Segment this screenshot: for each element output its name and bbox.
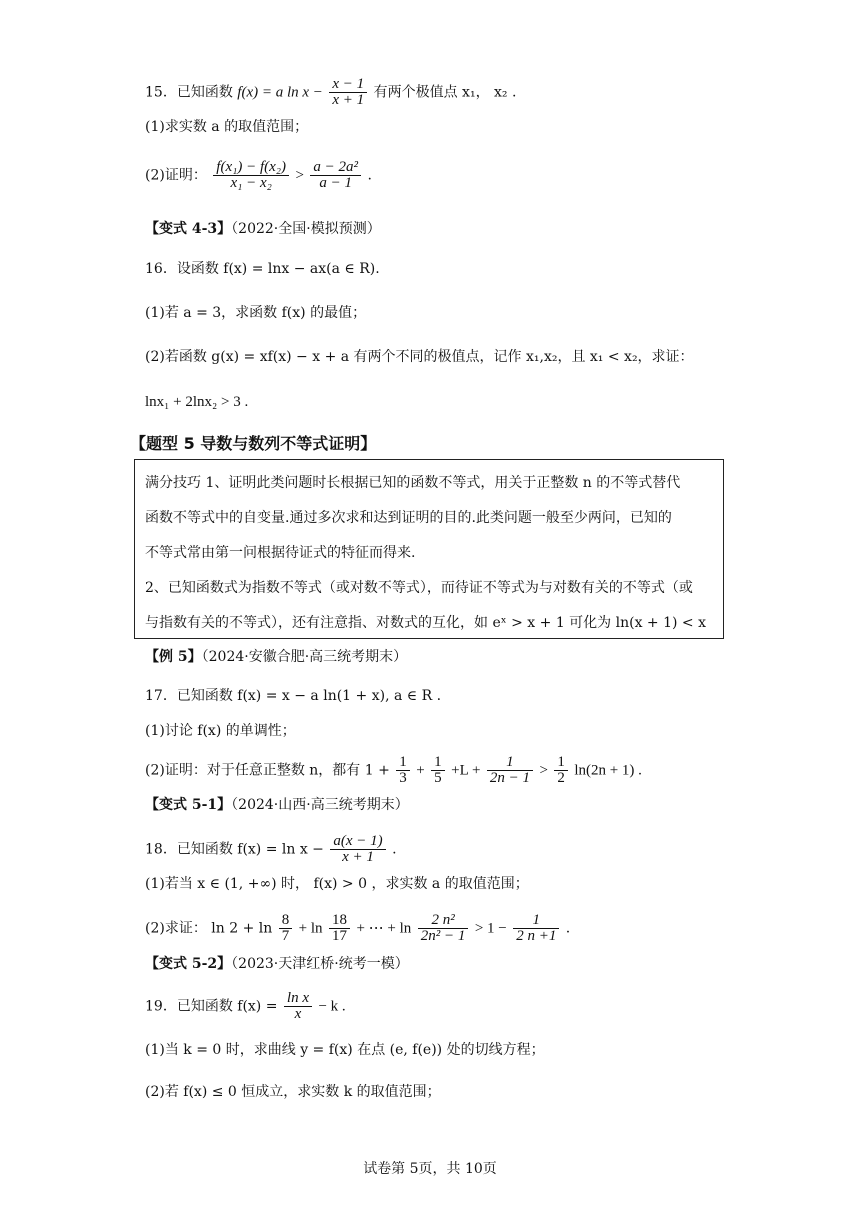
q18-b-num: 18 [329, 913, 350, 929]
q17-f1-den: 3 [399, 770, 407, 786]
q17-gt: > [539, 762, 548, 779]
q17-frac-4 [554, 755, 568, 786]
q19-frac-num: ln x [284, 991, 312, 1007]
q18-end: . [565, 920, 571, 937]
example-5-source: （2024·安徽合肥·高三统考期末） [201, 649, 408, 665]
q15-p2-num: f(x₁) − f(x₂) [213, 160, 289, 176]
q18-c-num: 2 n² [418, 913, 469, 929]
q18-gt: > 1 − [474, 920, 507, 937]
q18-frac-a [279, 913, 293, 944]
q19-stem-text: 19．已知函数 f(x) = [145, 998, 278, 1015]
q17-p2-prefix: (2)证明：对于任意正整数 n，都有 1 + [145, 762, 390, 779]
q18-frac-num: a(x − 1) [330, 834, 385, 850]
variant-5-2 [145, 954, 409, 974]
q17-frac-3 [487, 755, 533, 786]
q18-dots: + ⋯ + ln [356, 920, 412, 937]
q15-part2 [145, 160, 372, 191]
variant-5-2-source: （2023·天津红桥·统考一模） [231, 956, 409, 972]
tip-line-4: 2、已知函数式为指数不等式（或对数不等式），而待证不等式为与对数有关的不等式（或 [145, 580, 693, 596]
variant-4-3 [145, 219, 381, 239]
q15-p2-rden: a − 1 [319, 175, 352, 191]
tip-line-2: 函数不等式中的自变量.通过多次求和达到证明的目的.此类问题一般至少两问，已知的 [145, 510, 672, 526]
q17-f4-num: 1 [554, 755, 568, 771]
q17-f2-num: 1 [431, 755, 445, 771]
q18-fraction [330, 834, 385, 865]
q15-fraction [329, 77, 367, 108]
q16-part2-cont: lnx₁ + 2lnx₂ > 3 . [145, 394, 249, 410]
variant-4-3-tag: 【变式 4-3】 [145, 221, 232, 237]
q17-part1: (1)讨论 f(x) 的单调性； [145, 723, 296, 739]
q18-part2 [145, 913, 570, 944]
q15-frac-num: x − 1 [329, 77, 367, 93]
q15-stem-text: 15．已知函数 [145, 84, 233, 101]
q18-p2-prefix: (2)求证： ln 2 + ln [145, 920, 273, 937]
example-5-tag: 【例 5】 [145, 649, 202, 665]
q15-stem [145, 77, 516, 108]
q17-f3-num: 1 [487, 755, 533, 771]
q18-frac-d [513, 913, 559, 944]
variant-5-1-source: （2024·山西·高三统考期末） [231, 797, 409, 813]
q18-stem-text: 18．已知函数 f(x) = ln x − [145, 841, 324, 858]
page-footer: 试卷第 5页，共 10页 [363, 1161, 497, 1177]
q19-part1: (1)当 k = 0 时，求曲线 y = f(x) 在点 (e, f(e)) 处的切线方程； [145, 1042, 545, 1058]
variant-5-2-tag: 【变式 5-2】 [145, 956, 232, 972]
q17-plus: + [416, 762, 425, 779]
tip-line-1: 满分技巧 1、证明此类问题时长根据已知的函数不等式，用关于正整数 n 的不等式替代 [145, 475, 681, 491]
q19-stem-end: − k . [318, 998, 346, 1015]
q19-part2: (2)若 f(x) ≤ 0 恒成立，求实数 k 的取值范围； [145, 1084, 441, 1100]
q18-part1: (1)若当 x ∈ (1, +∞) 时， f(x) > 0 ，求实数 a 的取值范围； [145, 876, 529, 892]
q17-end: ln(2n + 1) . [574, 762, 642, 779]
q18-a-den: 7 [281, 928, 290, 944]
q16-stem: 16．设函数 f(x) = lnx − ax(a ∈ R). [145, 261, 380, 277]
q15-part2-right-fraction [310, 160, 361, 191]
q17-mid: +L + [451, 762, 481, 779]
q17-part2 [145, 755, 642, 786]
q15-tail: 有两个极值点 x₁， x₂ . [373, 84, 517, 101]
q16-part2: (2)若函数 g(x) = xf(x) − x + a 有两个不同的极值点，记作 x₁,x₂，且 x₁ < x₂，求证： [145, 349, 694, 365]
section-heading: 【题型 5 导数与数列不等式证明】 [130, 434, 377, 453]
q18-d-num: 1 [513, 913, 559, 929]
q17-f2-den: 5 [434, 770, 442, 786]
q15-p2-rnum: a − 2a² [310, 160, 361, 176]
q18-a-num: 8 [279, 913, 293, 929]
q18-b-den: 17 [332, 928, 348, 944]
q15-part2-left-fraction [213, 160, 289, 191]
q18-frac-b [329, 913, 350, 944]
variant-4-3-source: （2022·全国·模拟预测） [231, 221, 381, 237]
q17-f1-num: 1 [396, 755, 410, 771]
q15-p2-end: . [367, 167, 372, 184]
variant-5-1-tag: 【变式 5-1】 [145, 797, 232, 813]
q16-part1: (1)若 a = 3，求函数 f(x) 的最值； [145, 305, 367, 321]
q18-stem [145, 834, 397, 865]
q15-p2-gt: > [295, 167, 304, 184]
q18-stem-end: . [392, 841, 397, 858]
variant-5-1 [145, 795, 409, 815]
tip-box [134, 459, 724, 639]
q15-part2-prefix: (2)证明： [145, 167, 207, 184]
q17-stem: 17．已知函数 f(x) = x − a ln(1 + x), a ∈ R . [145, 688, 442, 704]
q19-frac-den: x [294, 1006, 302, 1022]
q17-frac-1 [396, 755, 410, 786]
q19-stem [145, 991, 346, 1022]
q15-frac-den: x + 1 [332, 92, 365, 108]
q17-f3-den: 2n − 1 [489, 770, 530, 786]
tip-line-5: 与指数有关的不等式），还有注意指、对数式的互化，如 eˣ > x + 1 可化为 ln(x + 1) < x [145, 615, 707, 631]
q15-function: f(x) = a ln x − [237, 84, 323, 101]
q18-frac-den: x + 1 [342, 849, 374, 865]
q17-frac-2 [431, 755, 445, 786]
q18-frac-c [418, 913, 469, 944]
q18-d-den: 2 n +1 [516, 928, 557, 944]
example-5 [145, 647, 407, 667]
q18-c-den: 2n² − 1 [420, 928, 466, 944]
q15-part1: (1)求实数 a 的取值范围； [145, 119, 309, 135]
q15-p2-den: x₁ − x₂ [230, 175, 272, 191]
q17-f4-den: 2 [557, 770, 565, 786]
q18-plus: + ln [298, 920, 323, 937]
q19-fraction [284, 991, 312, 1022]
tip-line-3: 不等式常由第一问根据待证式的特征而得来. [145, 545, 416, 561]
